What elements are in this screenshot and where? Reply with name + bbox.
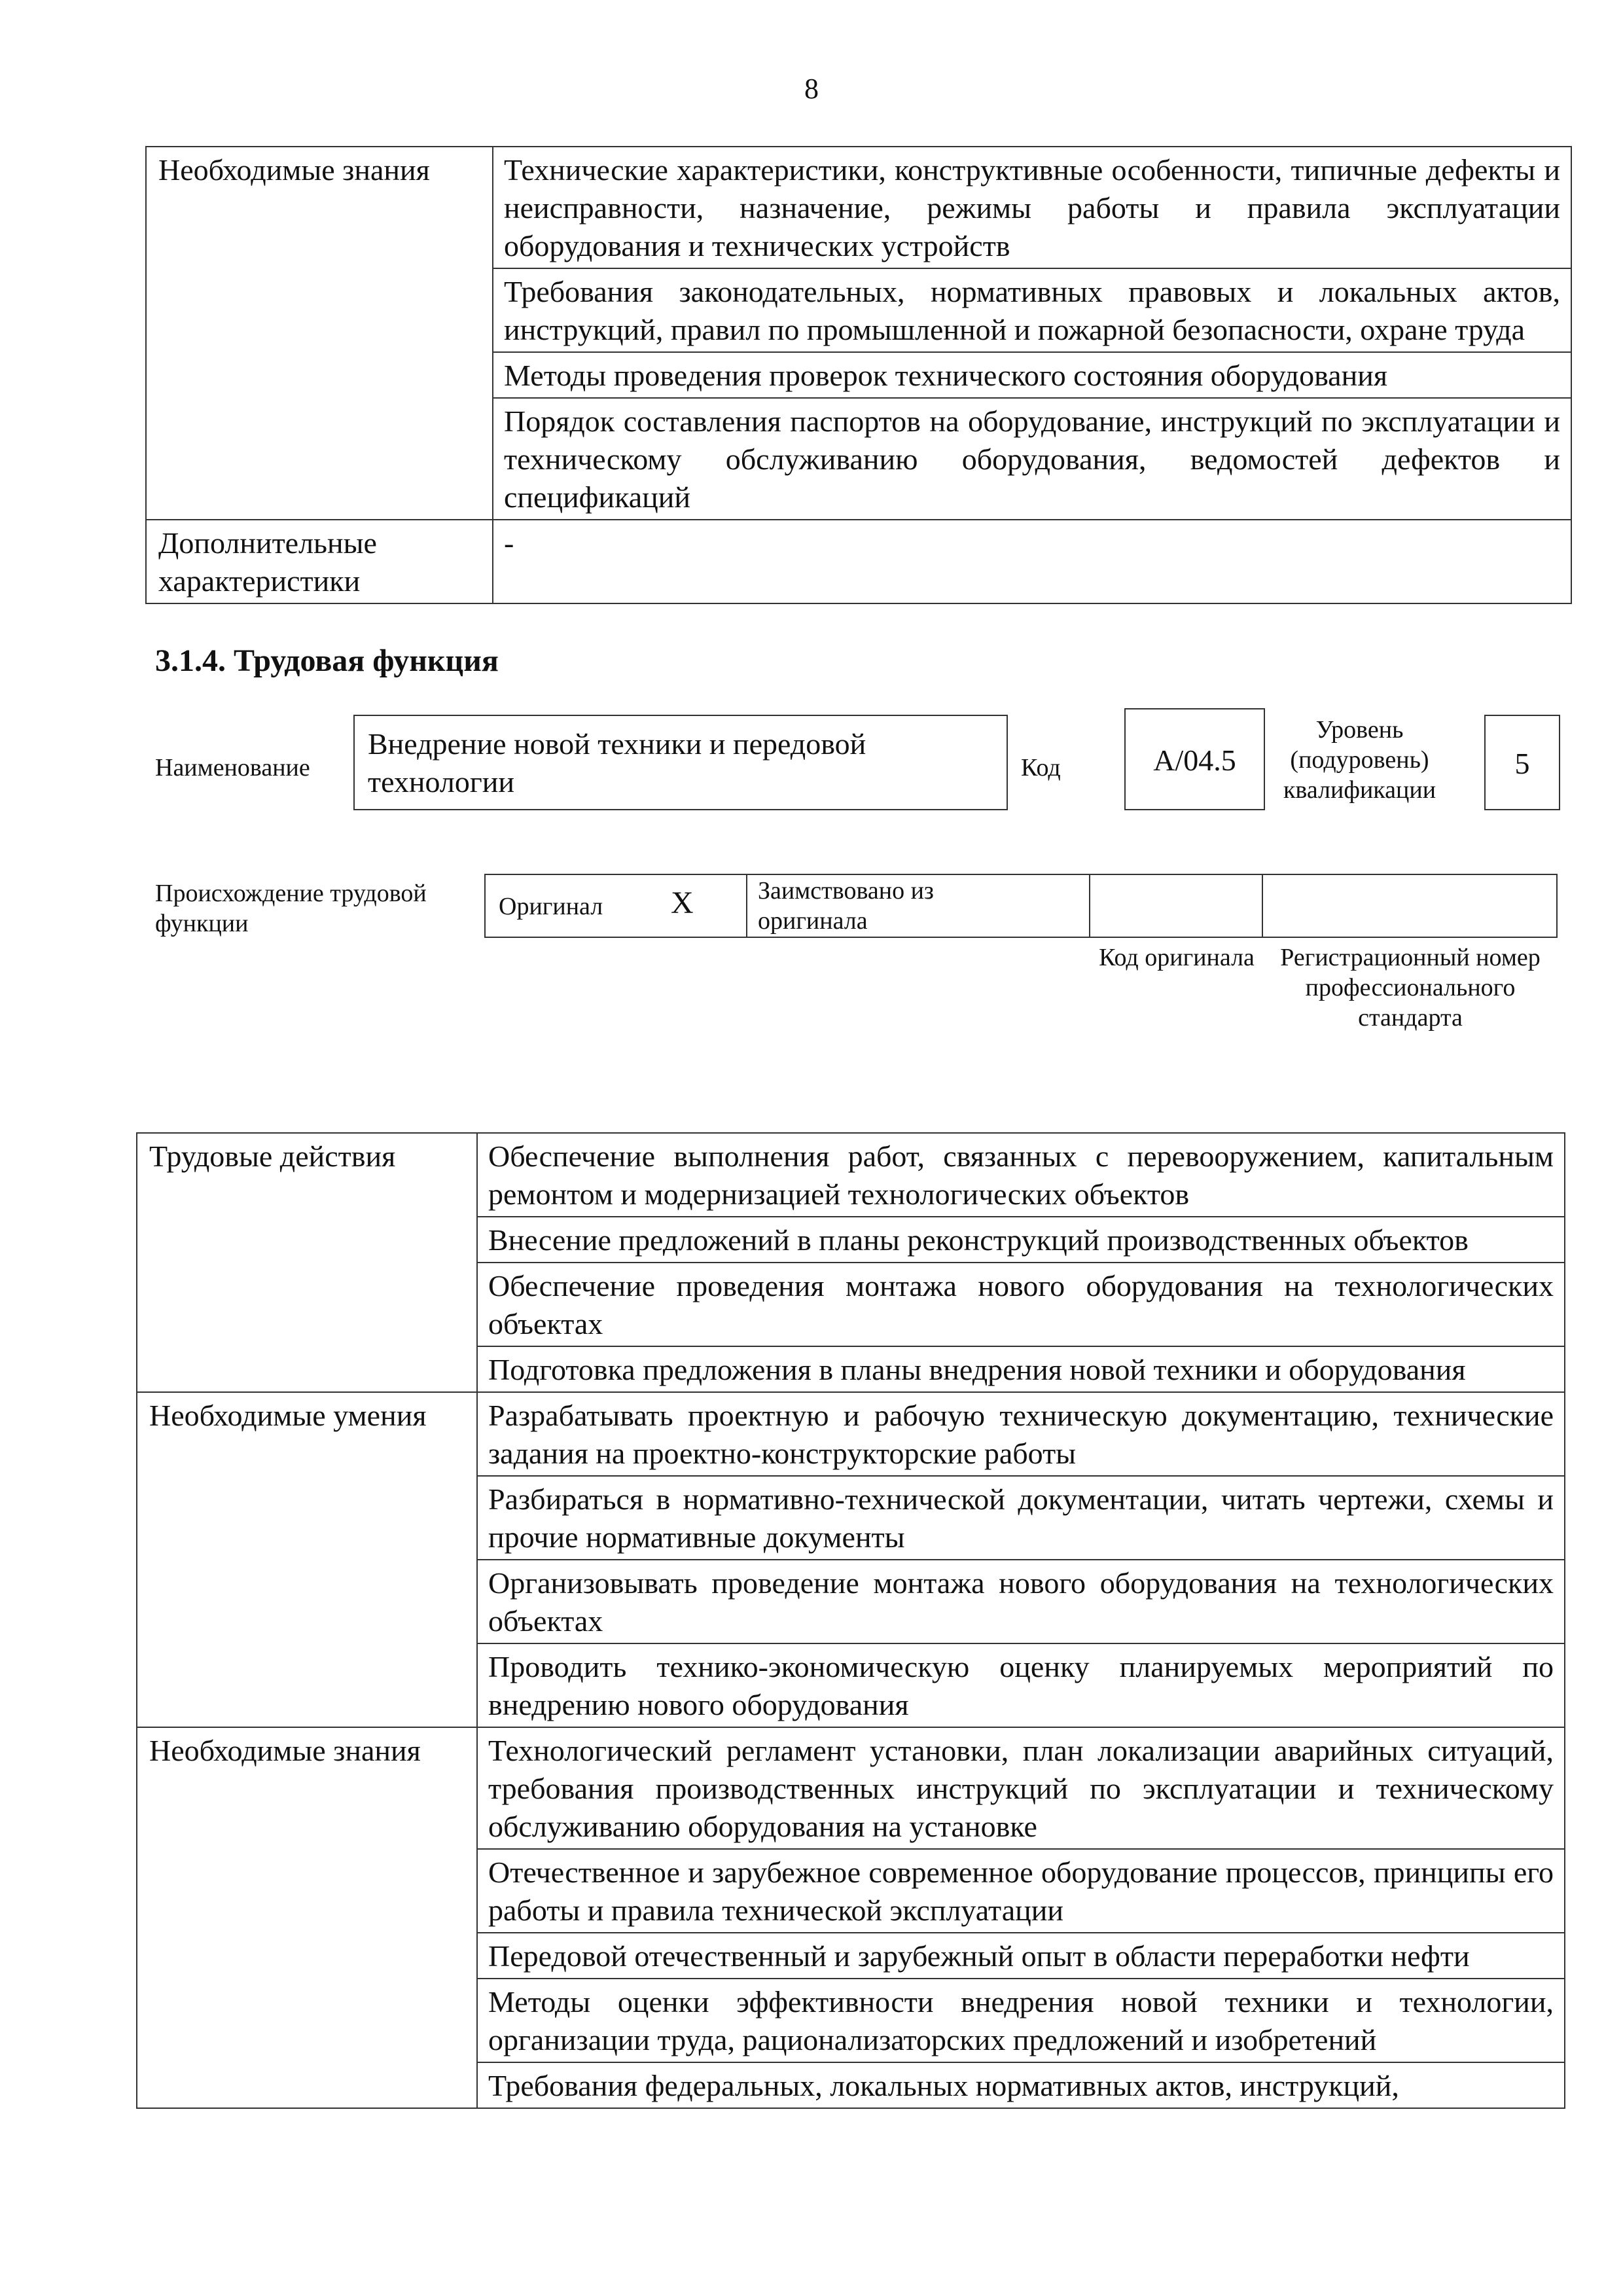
skill-item: Разбираться в нормативно-технической документации, читать чертежи, схемы и прочие нормативные документы	[477, 1476, 1565, 1560]
level-value: 5	[1514, 747, 1530, 780]
top-requirements-table	[145, 146, 1572, 604]
knowledge-item: Порядок составления паспортов на оборудование, инструкций по эксплуатации и техническому обслуживанию оборудования, ведомостей дефектов и спецификаций	[493, 398, 1571, 520]
origin-label: Происхождение трудовой функции	[155, 880, 427, 937]
row-label-additional: Дополнительные характеристики	[146, 520, 493, 603]
knowledge-item: Технологический регламент установки, план локализации аварийных ситуаций, требования производственных инструкций по эксплуатации и техническому обслуживанию оборудования на установке	[477, 1727, 1565, 1849]
code-value: А/04.5	[1153, 744, 1236, 777]
level-box	[1484, 715, 1560, 810]
action-item: Подготовка предложения в планы внедрения новой техники и оборудования	[477, 1346, 1565, 1392]
page-number: 8	[804, 73, 819, 105]
original-label: Оригинал	[499, 893, 603, 920]
section-title: 3.1.4. Трудовая функция	[155, 643, 499, 678]
knowledge-item: Передовой отечественный и зарубежный опыт в области переработки нефти	[477, 1933, 1565, 1979]
code-box	[1124, 708, 1265, 810]
knowledge-item: Требования законодательных, нормативных правовых и локальных актов, инструкций, правил по промышленной и пожарной безопасности, охране труда	[493, 268, 1571, 352]
code-original-caption: Код оригинала	[1099, 944, 1255, 971]
origin-divider	[1262, 874, 1263, 938]
knowledge-item: Методы оценки эффективности внедрения новой техники и технологии, организации труда, рационализаторских предложений и изобретений	[477, 1979, 1565, 2062]
row-label-knowledge: Необходимые знания	[146, 147, 493, 520]
knowledge-item: Требования федеральных, локальных нормативных актов, инструкций,	[477, 2062, 1565, 2108]
action-item: Обеспечение проведения монтажа нового оборудования на технологических объектах	[477, 1263, 1565, 1346]
function-requirements-table	[136, 1132, 1565, 2109]
skill-item: Организовывать проведение монтажа нового оборудования на технологических объектах	[477, 1560, 1565, 1643]
knowledge-item: Технические характеристики, конструктивные особенности, типичные дефекты и неисправности, назначение, режимы работы и правила эксплуатации оборудования и технических устройств	[493, 147, 1571, 268]
skill-item: Разрабатывать проектную и рабочую техническую документацию, технические задания на проектно-конструкторские работы	[477, 1392, 1565, 1476]
knowledge-item: Отечественное и зарубежное современное оборудование процессов, принципы его работы и правила технической эксплуатации	[477, 1849, 1565, 1933]
action-item: Обеспечение выполнения работ, связанных с перевооружением, капитальным ремонтом и модернизацией технологических объектов	[477, 1133, 1565, 1217]
function-name-value: Внедрение новой техники и передовой технологии	[368, 727, 866, 798]
row-label-actions: Трудовые действия	[137, 1133, 477, 1392]
row-label-knowledge: Необходимые знания	[137, 1727, 477, 2108]
row-label-skills: Необходимые умения	[137, 1392, 477, 1727]
origin-divider	[746, 874, 747, 938]
skill-item: Проводить технико-экономическую оценку планируемых мероприятий по внедрению нового оборудования	[477, 1643, 1565, 1727]
knowledge-item: Методы проведения проверок технического состояния оборудования	[493, 352, 1571, 398]
action-item: Внесение предложений в планы реконструкций производственных объектов	[477, 1217, 1565, 1263]
name-label: Наименование	[155, 754, 310, 781]
origin-divider	[1089, 874, 1090, 938]
original-mark: X	[671, 886, 694, 920]
function-name-box	[353, 715, 1008, 810]
borrowed-label: Заимствовано из оригинала	[758, 877, 934, 935]
level-label: Уровень (подуровень) квалификации	[1283, 716, 1436, 804]
code-label: Код	[1021, 754, 1061, 781]
additional-value: -	[493, 520, 1571, 603]
reg-number-caption: Регистрационный номер профессионального стандарта	[1280, 944, 1541, 1031]
